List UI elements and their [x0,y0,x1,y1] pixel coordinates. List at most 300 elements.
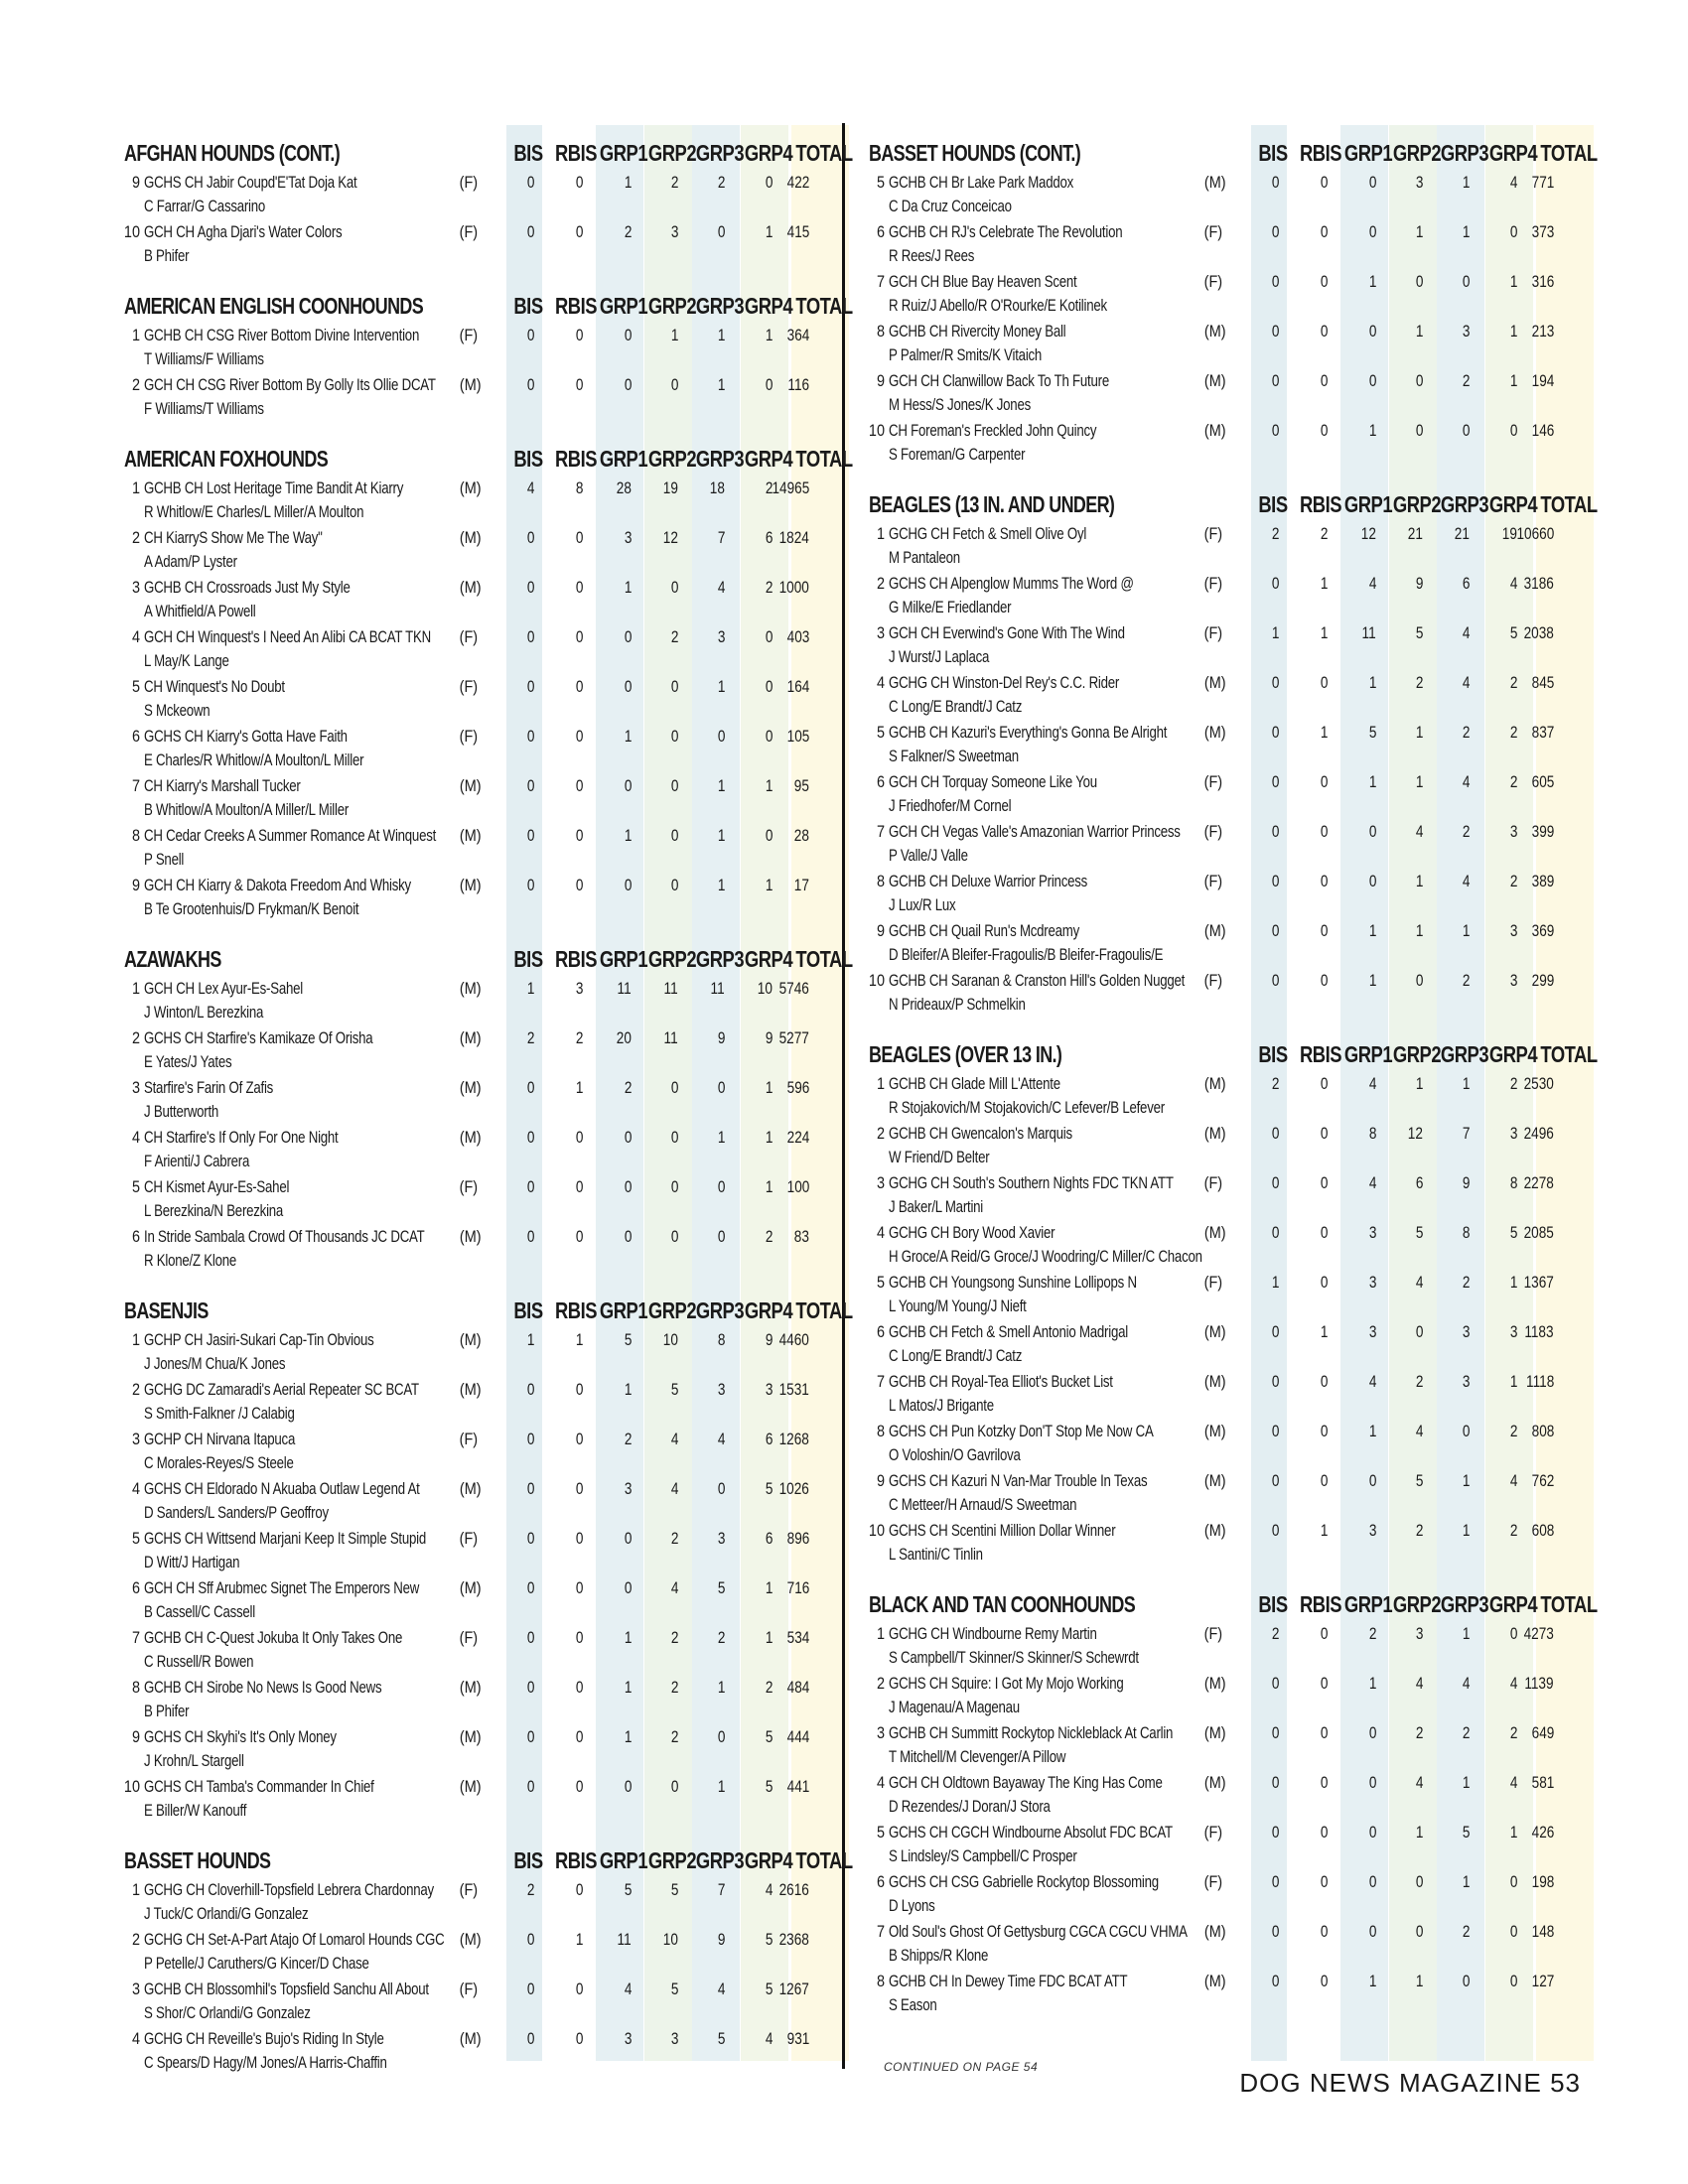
dog-name: GCHB CH Fetch & Smell Antonio Madrigal [889,1322,1128,1341]
column-header-bis: BIS [513,1847,543,1873]
stat-bis: 0 [1271,574,1279,593]
column-header-grp2: GRP2 [1392,491,1442,517]
stat-grp1: 4 [624,1979,632,1998]
stat-grp2: 5 [670,1880,678,1899]
dog-name: GCHG CH Reveille's Bujo's Riding In Style [144,2029,384,2048]
dog-name: GCHS CH Kazuri N Van-Mar Trouble In Texas [889,1471,1148,1490]
stat-total: 605 [1531,772,1554,791]
column-header-grp2: GRP2 [647,446,697,472]
stat-grp1: 2 [624,222,632,241]
stat-bis: 0 [526,1078,534,1097]
stat-bis: 0 [1271,723,1279,742]
stat-grp4: 5 [765,1930,773,1949]
column-header-rbis: RBIS [554,1847,598,1873]
dog-row [124,1428,819,1477]
dog-sex: (F) [1203,1823,1223,1842]
breed-name: AMERICAN FOXHOUNDS [124,446,329,472]
dog-rank: 3 [876,1723,885,1742]
stat-total: 3186 [1523,574,1554,593]
dog-owners: T Mitchell/M Clevenger/A Pillow [889,1747,1066,1766]
dog-row [869,870,1564,919]
dog-rank: 10 [868,1521,885,1540]
dog-owners: D Bleifer/A Bleifer-Fragoulis/B Bleifer-Fragoulis/E [889,945,1164,964]
stat-total: 2085 [1523,1223,1554,1242]
stat-rbis: 1 [575,1930,583,1949]
stat-grp3: 0 [717,1177,725,1196]
stat-grp4: 0 [765,173,773,192]
stat-grp1: 0 [1368,173,1376,192]
stat-bis: 0 [1271,1173,1279,1192]
dog-rank: 5 [876,1823,885,1842]
dog-rank: 7 [876,1372,885,1391]
stat-grp3: 0 [717,727,725,746]
dog-row [869,1870,1564,1920]
dog-owners: S Mckeown [144,701,211,720]
dog-sex: (F) [459,1880,479,1899]
dog-row [869,1970,1564,2019]
stat-grp2: 2 [670,1529,678,1548]
stat-grp1: 11 [1361,623,1376,642]
column-header-grp1: GRP1 [599,1847,648,1873]
dog-sex: (F) [459,1177,479,1196]
stat-bis: 0 [526,222,534,241]
dog-name: CH KiarryS Show Me The Way" [144,528,323,547]
dog-rank: 3 [876,623,885,642]
column-header-total: TOTAL [1540,491,1598,517]
page-footer: DOG NEWS MAGAZINE 53 [1239,2068,1581,2098]
column-header-total: TOTAL [795,293,853,319]
column-header-rbis: RBIS [1299,491,1342,517]
dog-rank: 1 [876,1624,885,1643]
dog-name: GCH CH Vegas Valle's Amazonian Warrior Princess [889,822,1181,841]
dog-name: GCH CH Torquay Someone Like You [889,772,1097,791]
stat-rbis: 1 [575,1078,583,1097]
stat-grp3: 9 [717,1930,725,1949]
stat-grp1: 0 [624,1529,632,1548]
stat-grp4: 6 [765,528,773,547]
stat-bis: 2 [1271,1074,1279,1093]
stat-rbis: 0 [575,1430,583,1448]
dog-name: GCHS CH Skyhi's It's Only Money [144,1727,337,1746]
column-header-grp3: GRP3 [695,1847,745,1873]
stat-grp3: 1 [717,326,725,344]
stat-total: 4273 [1523,1624,1554,1643]
stat-rbis: 0 [575,2029,583,2048]
dog-name: GCHG CH Fetch & Smell Olive Oyl [889,524,1087,543]
stat-rbis: 1 [1320,723,1328,742]
stat-grp4: 1 [765,1578,773,1597]
stat-grp2: 0 [670,677,678,696]
dog-sex: (M) [459,1578,482,1597]
stat-total: 213 [1531,322,1554,341]
stat-grp4: 1 [1509,371,1517,390]
stat-grp2: 1 [1415,1823,1423,1842]
stat-grp4: 0 [765,727,773,746]
stat-grp1: 0 [624,776,632,795]
stat-grp1: 28 [616,478,632,497]
column-header-bis: BIS [513,293,543,319]
dog-name: GCHB CH Sirobe No News Is Good News [144,1678,382,1697]
column-header-rbis: RBIS [554,293,598,319]
stat-bis: 0 [1271,322,1279,341]
stat-total: 845 [1531,673,1554,692]
dog-rank: 7 [876,822,885,841]
stat-rbis: 0 [1320,1273,1328,1292]
breed-name: AFGHAN HOUNDS (CONT.) [124,140,341,166]
dog-owners: R Ruiz/J Abello/R O'Rourke/E Kotilinek [889,296,1107,315]
stat-grp2: 2 [670,173,678,192]
dog-owners: B Whitlow/A Moulton/A Miller/L Miller [144,800,350,819]
dog-rank: 10 [123,1777,140,1796]
stat-total: 95 [793,776,809,795]
stat-grp2: 0 [1415,371,1423,390]
dog-sex: (F) [1203,1273,1223,1292]
dog-row [869,522,1564,572]
stat-grp3: 1 [717,677,725,696]
column-header-bis: BIS [513,140,543,166]
stat-total: 2496 [1523,1124,1554,1143]
stat-grp1: 0 [1368,1823,1376,1842]
stat-total: 444 [786,1727,809,1746]
dog-row [869,1072,1564,1122]
dog-owners: L Young/M Young/J Nieft [889,1297,1027,1315]
column-header-total: TOTAL [795,946,853,972]
stat-rbis: 0 [575,826,583,845]
stat-grp3: 2 [1462,1723,1470,1742]
stat-grp2: 11 [663,1028,678,1047]
breed-header [124,441,853,477]
stat-bis: 0 [1271,673,1279,692]
stat-grp3: 4 [717,1979,725,1998]
stat-bis: 1 [1271,1273,1279,1292]
dog-row [124,774,819,824]
dog-name: GCHB CH Glade Mill L'Attente [889,1074,1060,1093]
stat-grp3: 1 [1462,1471,1470,1490]
column-header-rbis: RBIS [554,946,598,972]
dog-row [869,572,1564,621]
column-header-total: TOTAL [795,446,853,472]
stat-grp3: 3 [717,1380,725,1399]
stat-rbis: 0 [1320,272,1328,291]
dog-sex: (F) [1203,574,1223,593]
stat-rbis: 0 [575,876,583,894]
column-header-grp2: GRP2 [1392,1041,1442,1067]
dog-owners: R Stojakovich/M Stojakovich/C Lefever/B Lefever [889,1098,1165,1117]
stat-grp1: 20 [616,1028,632,1047]
stat-rbis: 0 [575,528,583,547]
breed-header [869,486,1598,522]
dog-row [869,1672,1564,1721]
column-header-grp3: GRP3 [695,946,745,972]
column-header-rbis: RBIS [1299,1041,1342,1067]
dog-name: GCHP CH Jasiri-Sukari Cap-Tin Obvious [144,1330,374,1349]
dog-sex: (F) [1203,1173,1223,1192]
stat-grp2: 4 [670,1578,678,1597]
stat-total: 316 [1531,272,1554,291]
dog-rank: 9 [876,1471,885,1490]
stat-total: 403 [786,627,809,646]
dog-row [124,1878,819,1928]
dog-name: GCH CH Everwind's Gone With The Wind [889,623,1125,642]
column-header-grp4: GRP4 [1488,1591,1538,1617]
stat-grp2: 1 [1415,1074,1423,1093]
breed-name: BASENJIS [124,1297,209,1323]
column-header-grp2: GRP2 [647,1297,697,1323]
stat-rbis: 0 [575,1880,583,1899]
dog-owners: S Foreman/G Carpenter [889,445,1026,464]
stat-grp3: 8 [1462,1223,1470,1242]
stat-grp1: 4 [1368,574,1376,593]
stat-total: 649 [1531,1723,1554,1742]
dog-rank: 4 [131,627,140,646]
dog-row [869,1771,1564,1821]
stat-grp3: 1 [1462,1521,1470,1540]
dog-name: CH Kismet Ayur-Es-Sahel [144,1177,290,1196]
dog-rank: 6 [876,222,885,241]
stat-total: 105 [786,727,809,746]
dog-sex: (F) [1203,971,1223,990]
dog-sex: (M) [459,979,482,998]
stat-total: 1267 [778,1979,809,1998]
stat-total: 148 [1531,1922,1554,1941]
stat-grp2: 2 [1415,673,1423,692]
column-header-bis: BIS [1258,1591,1288,1617]
dog-rank: 9 [131,173,140,192]
stat-rbis: 0 [1320,872,1328,890]
stat-total: 364 [786,326,809,344]
stat-grp1: 3 [624,528,632,547]
stat-total: 17 [793,876,809,894]
stat-rbis: 0 [575,578,583,597]
stat-grp1: 0 [624,1227,632,1246]
dog-sex: (M) [459,1078,482,1097]
dog-owners: G Milke/E Friedlander [889,598,1012,616]
stat-grp2: 1 [1415,322,1423,341]
stat-grp2: 4 [1415,1273,1423,1292]
dog-sex: (M) [459,876,482,894]
dog-rank: 9 [876,371,885,390]
stat-grp3: 0 [1462,421,1470,440]
dog-row [124,1477,819,1527]
dog-rank: 7 [876,1922,885,1941]
stat-grp2: 4 [1415,822,1423,841]
dog-owners: C Da Cruz Conceicao [889,197,1012,215]
stat-grp3: 1 [717,826,725,845]
stat-grp3: 1 [717,1678,725,1697]
dog-owners: A Adam/P Lyster [144,552,237,571]
stat-grp2: 2 [670,627,678,646]
stat-total: 808 [1531,1422,1554,1440]
stat-bis: 0 [526,528,534,547]
stat-grp1: 1 [1368,1972,1376,1990]
dog-row [869,1122,1564,1171]
stat-grp3: 3 [1462,322,1470,341]
stat-grp3: 3 [1462,1322,1470,1341]
dog-row [869,820,1564,870]
stat-total: 608 [1531,1521,1554,1540]
dog-row [124,1676,819,1725]
dog-row [124,725,819,774]
dog-owners: J Magenau/A Magenau [889,1698,1020,1716]
stat-rbis: 0 [575,1128,583,1147]
stat-grp3: 1 [717,375,725,394]
stat-grp4: 2 [1509,1422,1517,1440]
dog-rank: 1 [131,1880,140,1899]
stat-grp1: 1 [624,173,632,192]
dog-rank: 2 [876,1124,885,1143]
stat-grp3: 9 [1462,1173,1470,1192]
dog-sex: (M) [459,478,482,497]
stat-grp4: 1 [1509,1273,1517,1292]
stat-bis: 0 [526,2029,534,2048]
stat-total: 2530 [1523,1074,1554,1093]
stat-grp1: 0 [624,326,632,344]
stat-grp3: 1 [1462,173,1470,192]
dog-rank: 2 [131,1380,140,1399]
stat-grp3: 4 [1462,772,1470,791]
stat-grp3: 1 [1462,1773,1470,1792]
stat-total: 127 [1531,1972,1554,1990]
column-header-grp1: GRP1 [599,946,648,972]
dog-row [124,1026,819,1076]
stat-grp1: 0 [1368,1922,1376,1941]
stat-grp3: 1 [1462,1074,1470,1093]
dog-owners: J Tuck/C Orlandi/G Gonzalez [144,1904,309,1923]
stat-grp3: 1 [1462,222,1470,241]
dog-name: GCHS CH Squire: I Got My Mojo Working [889,1674,1124,1693]
stat-grp3: 2 [717,1628,725,1647]
dog-row [869,220,1564,270]
stat-grp3: 6 [1462,574,1470,593]
stat-bis: 0 [526,677,534,696]
stat-grp4: 4 [1509,1773,1517,1792]
column-header-rbis: RBIS [554,1297,598,1323]
dog-rank: 2 [876,1674,885,1693]
dog-sex: (F) [459,222,479,241]
column-header-rbis: RBIS [554,446,598,472]
dog-owners: W Friend/D Belter [889,1148,990,1166]
dog-sex: (M) [459,1479,482,1498]
stat-bis: 0 [526,776,534,795]
column-header-grp1: GRP1 [1343,1041,1393,1067]
stat-grp4: 2 [765,578,773,597]
dog-owners: M Pantaleon [889,548,960,567]
stat-grp1: 1 [1368,772,1376,791]
stat-rbis: 0 [575,326,583,344]
stat-grp4: 1 [765,1128,773,1147]
dog-owners: O Voloshin/O Gavrilova [889,1445,1021,1464]
dog-owners: C Morales-Reyes/S Steele [144,1453,294,1472]
dog-sex: (M) [1203,1972,1226,1990]
dog-name: GCHB CH Crossroads Just My Style [144,578,351,597]
column-header-bis: BIS [1258,140,1288,166]
dog-owners: C Long/E Brandt/J Catz [889,1346,1023,1365]
stat-grp2: 0 [670,826,678,845]
dog-row [869,770,1564,820]
stat-grp4: 6 [765,1529,773,1548]
stat-rbis: 0 [575,1227,583,1246]
breed-header [869,1586,1598,1622]
stat-rbis: 1 [1320,1322,1328,1341]
dog-name: CH Starfire's If Only For One Night [144,1128,339,1147]
stat-bis: 0 [526,1479,534,1498]
stat-grp2: 2 [1415,1723,1423,1742]
dog-rank: 1 [131,1330,140,1349]
dog-rank: 8 [131,826,140,845]
dog-owners: L Matos/J Brigante [889,1396,994,1415]
dog-owners: D Rezendes/J Doran/J Stora [889,1797,1051,1816]
breed-section [124,1843,853,2077]
dog-name: GCHS CH CGCH Windbourne Absolut FDC BCAT [889,1823,1173,1842]
dog-owners: J Lux/R Lux [889,895,956,914]
dog-owners: J Friedhofer/M Cornel [889,796,1012,815]
stat-grp3: 4 [1462,872,1470,890]
column-header-grp4: GRP4 [744,1297,793,1323]
stat-total: 5746 [778,979,809,998]
stat-bis: 2 [1271,1624,1279,1643]
stat-grp3: 0 [717,1479,725,1498]
stat-grp4: 5 [765,1979,773,1998]
dog-row [124,1978,819,2027]
stat-grp4: 2 [765,1227,773,1246]
dog-rank: 3 [131,1979,140,1998]
stat-grp4: 0 [765,627,773,646]
dog-rank: 8 [876,1422,885,1440]
dog-owners: A Whitfield/A Powell [144,602,256,620]
stat-grp1: 1 [624,1727,632,1746]
breed-name: BASSET HOUNDS (CONT.) [869,140,1081,166]
stat-grp4: 5 [765,1727,773,1746]
stat-grp4: 5 [765,1777,773,1796]
stat-grp1: 3 [1368,1521,1376,1540]
dog-row [124,373,819,423]
stat-rbis: 3 [575,979,583,998]
stat-grp4: 3 [1509,971,1517,990]
stat-grp3: 2 [1462,1922,1470,1941]
stat-grp1: 1 [624,1628,632,1647]
dog-row [869,171,1564,220]
stat-grp1: 3 [624,2029,632,2048]
stat-grp4: 2 [1509,723,1517,742]
stat-grp2: 0 [670,375,678,394]
dog-name: GCHS CH Tamba's Commander In Chief [144,1777,374,1796]
stat-grp4: 4 [765,1880,773,1899]
stat-grp2: 3 [670,222,678,241]
dog-rank: 1 [131,478,140,497]
dog-sex: (F) [459,326,479,344]
stat-grp2: 19 [662,478,678,497]
stat-grp2: 1 [1415,1972,1423,1990]
stat-total: 1268 [778,1430,809,1448]
stat-grp4: 4 [1509,1674,1517,1693]
dog-rank: 4 [131,1128,140,1147]
dog-name: GCHS CH Pun Kotzky Don'T Stop Me Now CA [889,1422,1154,1440]
dog-name: Starfire's Farin Of Zafis [144,1078,274,1097]
stat-bis: 4 [526,478,534,497]
column-header-total: TOTAL [1540,140,1598,166]
stat-rbis: 0 [1320,1723,1328,1742]
dog-sex: (M) [1203,1922,1226,1941]
dog-sex: (M) [459,1028,482,1047]
dog-row [124,824,819,874]
dog-name: GCHB CH RJ's Celebrate The Revolution [889,222,1123,241]
stat-bis: 0 [1271,772,1279,791]
stat-grp2: 1 [1415,723,1423,742]
column-header-grp2: GRP2 [1392,140,1442,166]
dog-name: GCHS CH Jabir Coupd'E'Tat Doja Kat [144,173,357,192]
stat-grp3: 2 [1462,723,1470,742]
dog-owners: S Lindsley/S Campbell/C Prosper [889,1846,1077,1865]
